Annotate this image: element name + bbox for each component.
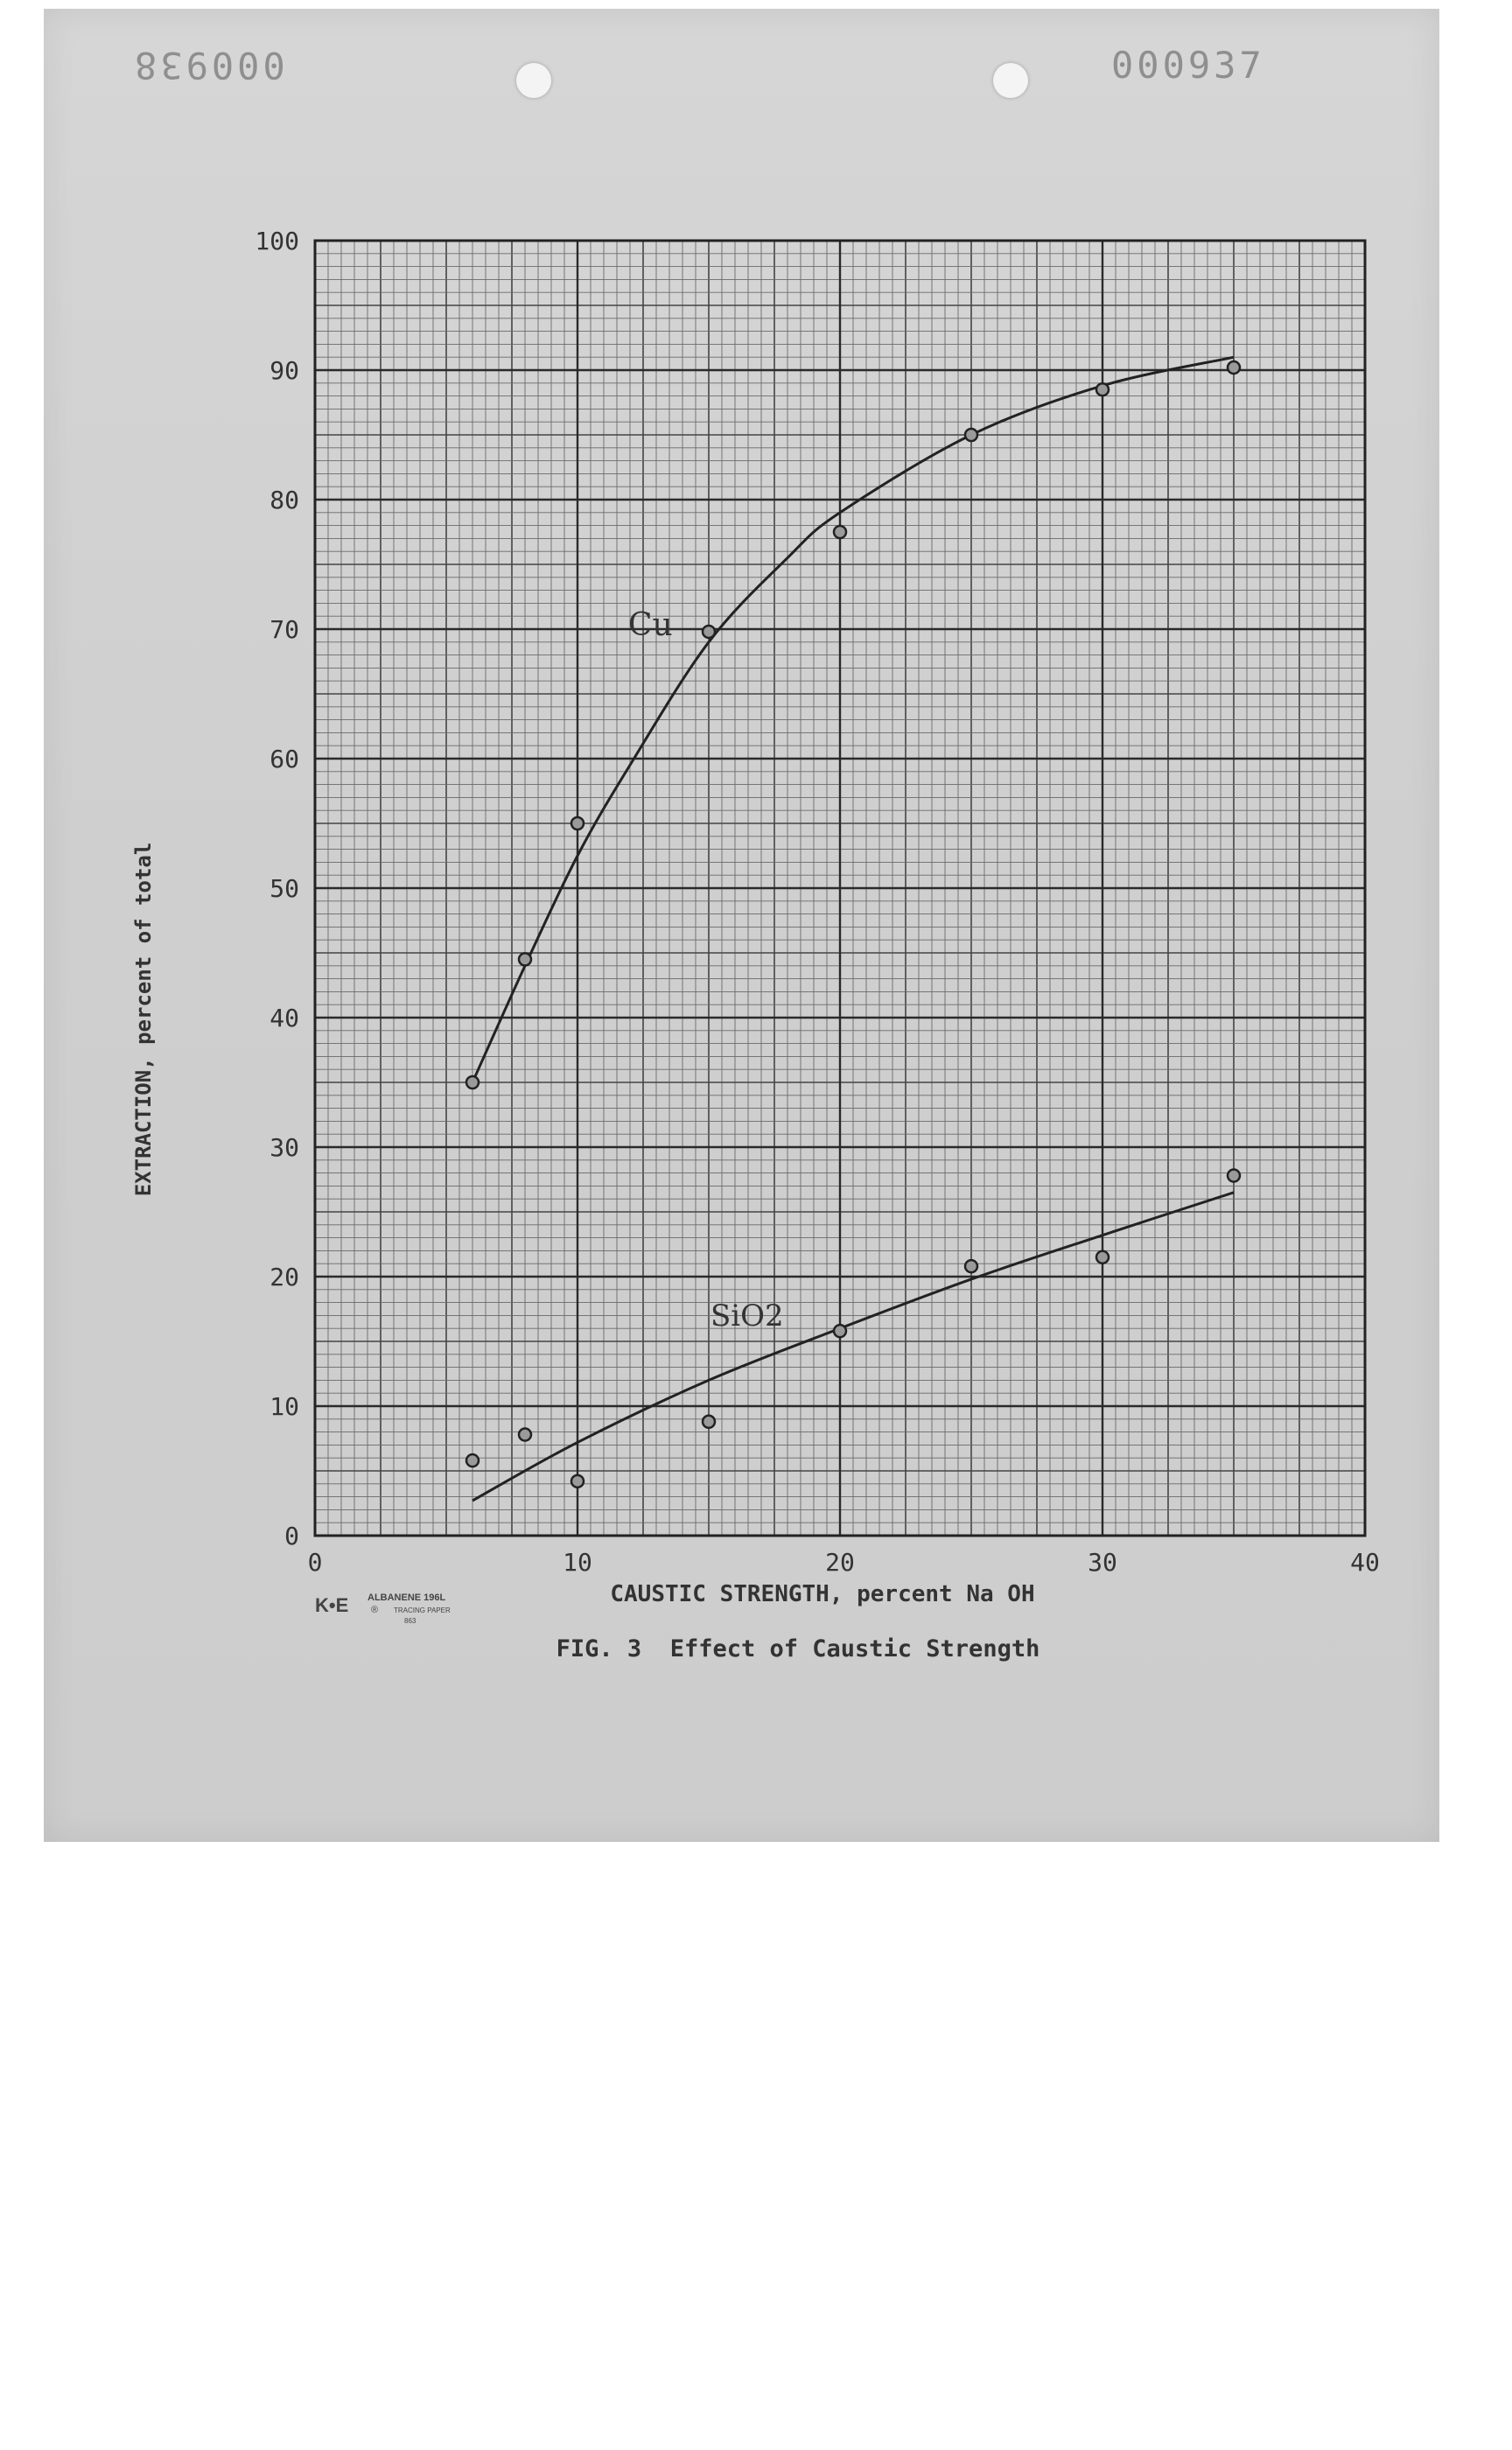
data-point-cu (571, 817, 584, 830)
y-tick-label: 10 (270, 1392, 299, 1421)
y-tick-label: 90 (270, 356, 299, 385)
x-tick-label: 10 (563, 1548, 592, 1577)
y-tick-label: 50 (270, 874, 299, 903)
x-axis-label: CAUSTIC STRENGTH, percent Na OH (610, 1581, 1035, 1607)
y-tick-label: 70 (270, 615, 299, 644)
data-point-cu (466, 1076, 479, 1088)
brand-logo: K•E (315, 1594, 349, 1616)
x-tick-label: 0 (307, 1548, 323, 1577)
x-tick-label: 30 (1088, 1548, 1117, 1577)
brand-number: 863 (404, 1617, 416, 1625)
y-tick-label: 20 (270, 1263, 299, 1292)
data-point-cu (1228, 361, 1240, 374)
data-point-cu (703, 626, 715, 638)
page-number-stamp-left: 000938 (131, 44, 285, 87)
x-tick-label: 20 (825, 1548, 855, 1577)
data-point-cu (519, 953, 531, 965)
y-tick-label: 100 (255, 227, 299, 256)
page-number-stamp-right: 000937 (1111, 44, 1265, 87)
data-point-sio2 (965, 1260, 977, 1272)
data-point-sio2 (466, 1454, 479, 1466)
data-point-sio2 (1228, 1170, 1240, 1182)
y-tick-label: 80 (270, 486, 299, 514)
y-axis-label: EXTRACTION, percent of total (131, 842, 156, 1197)
y-tick-label: 0 (284, 1522, 299, 1550)
data-point-cu (965, 429, 977, 441)
data-point-sio2 (519, 1429, 531, 1441)
data-point-sio2 (1096, 1251, 1109, 1264)
y-tick-label: 30 (270, 1133, 299, 1162)
series-label-sio2: SiO2 (710, 1298, 784, 1334)
data-point-cu (1096, 383, 1109, 396)
y-tick-label: 40 (270, 1004, 299, 1032)
brand-name: ALBANENE 196L (368, 1592, 446, 1603)
brand-paper-type: TRACING PAPER (394, 1606, 451, 1614)
data-point-sio2 (703, 1416, 715, 1428)
data-point-sio2 (834, 1325, 846, 1337)
figure-caption: FIG. 3 Effect of Caustic Strength (556, 1635, 1040, 1662)
series-label-cu: Cu (628, 607, 673, 643)
data-point-sio2 (571, 1475, 584, 1488)
registered-mark: ® (371, 1605, 379, 1615)
x-tick-labels (308, 1548, 1380, 1577)
y-tick-labels (255, 227, 299, 1550)
y-tick-label: 60 (270, 745, 299, 774)
x-tick-label: 40 (1350, 1548, 1380, 1577)
data-point-cu (834, 526, 846, 538)
